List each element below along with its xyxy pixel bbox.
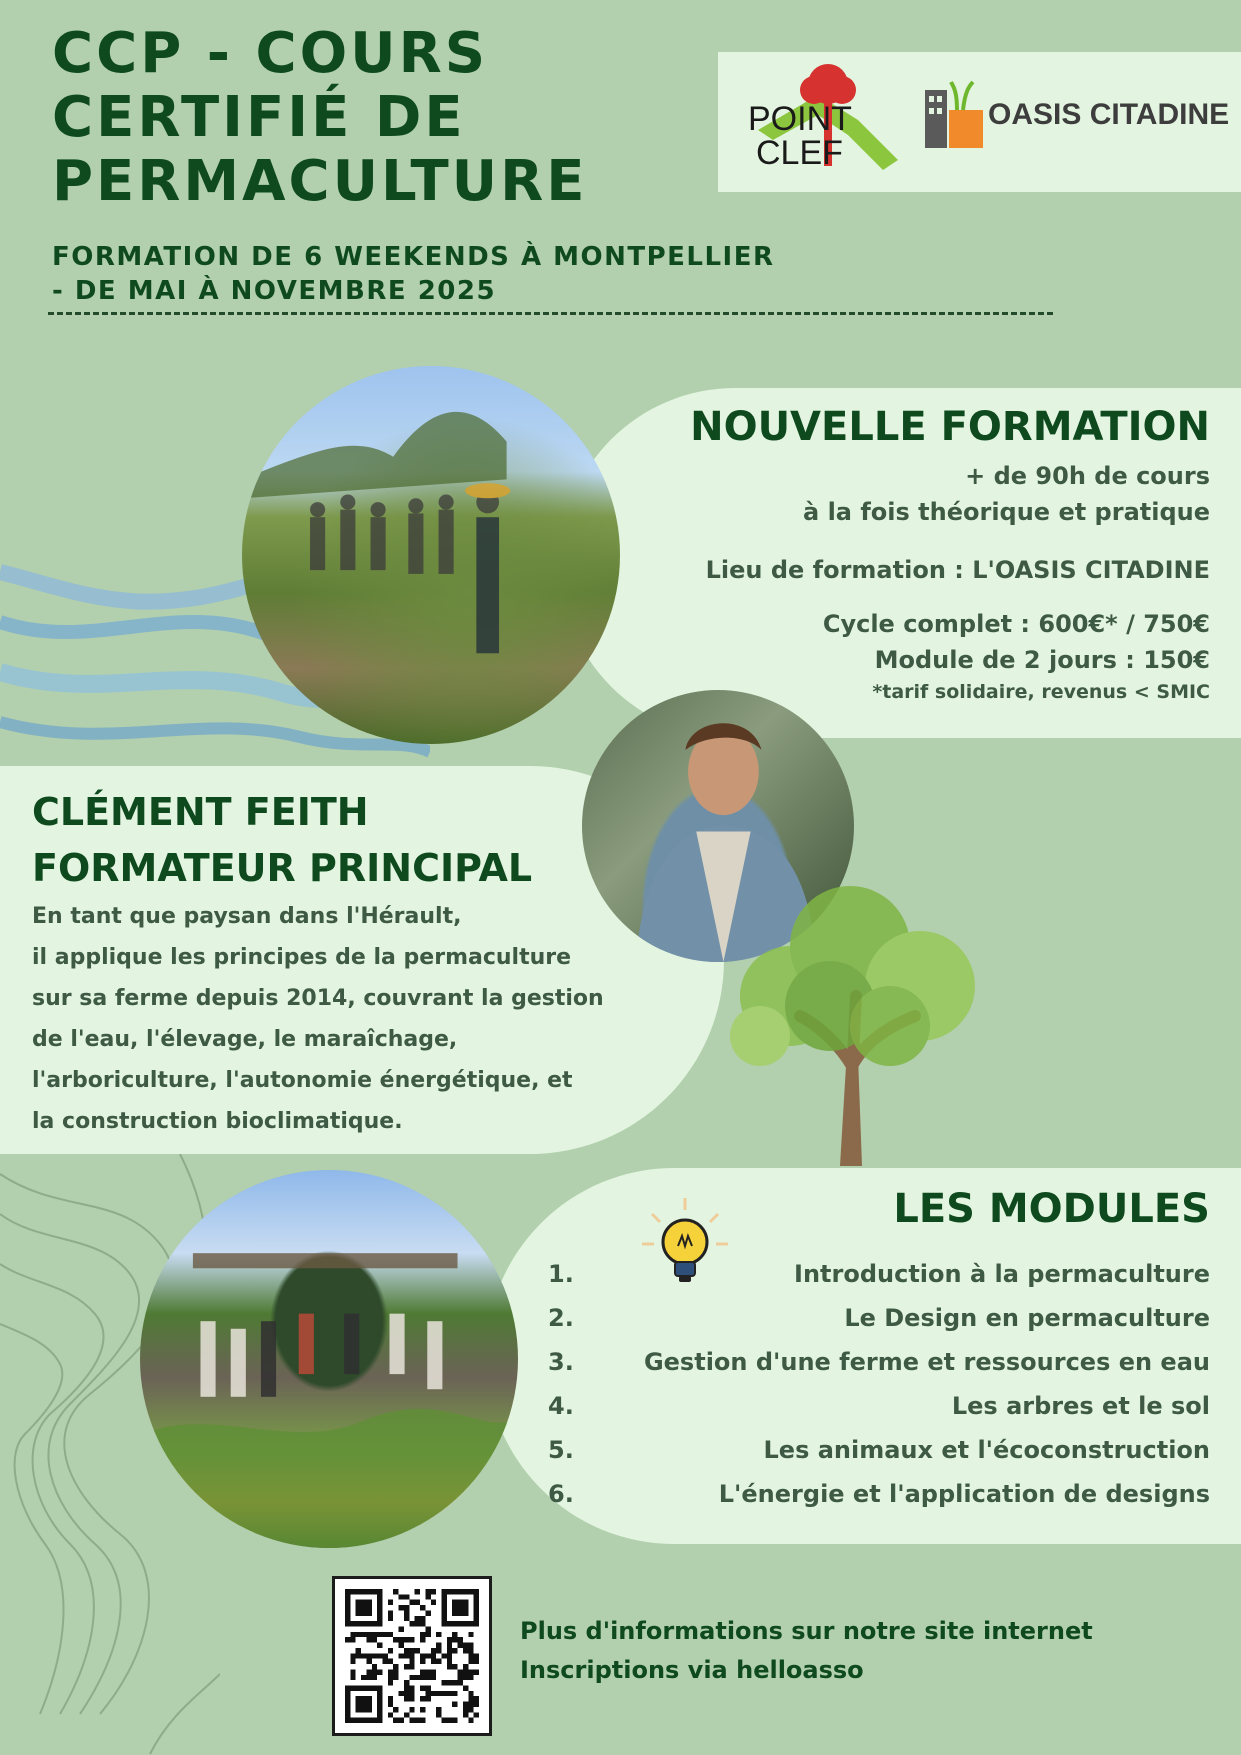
module-label: Le Design en permaculture <box>844 1304 1210 1332</box>
formation-heading: NOUVELLE FORMATION <box>690 404 1210 450</box>
module-number: 1. <box>548 1260 574 1288</box>
title-line: CERTIFIÉ DE <box>52 85 466 150</box>
modules-heading: LES MODULES <box>893 1186 1210 1232</box>
subtitle-line: - DE MAI À NOVEMBRE 2025 <box>52 276 497 306</box>
group-field-photo <box>242 366 620 744</box>
module-label: Gestion d'une ferme et ressources en eau <box>643 1348 1210 1376</box>
module-number: 3. <box>548 1348 574 1376</box>
module-label: Les animaux et l'écoconstruction <box>763 1436 1210 1464</box>
module-number: 4. <box>548 1392 574 1420</box>
garden-people-silhouettes <box>140 1170 518 1548</box>
module-label: L'énergie et l'application de designs <box>718 1480 1210 1508</box>
module-list <box>610 1252 1210 1516</box>
trainer-bio <box>32 896 652 1142</box>
module-label: Introduction à la permaculture <box>794 1260 1210 1288</box>
price-note: *tarif solidaire, revenus < SMIC <box>872 681 1210 703</box>
title-line: PERMACULTURE <box>52 149 588 214</box>
subtitle <box>52 240 852 308</box>
qr-code-pattern <box>345 1589 479 1723</box>
trainer-role: FORMATEUR PRINCIPAL <box>32 846 533 890</box>
formation-hours: + de 90h de cours <box>965 462 1210 490</box>
trainer-heading <box>32 784 592 896</box>
garden-group-photo <box>140 1170 518 1548</box>
footer-registration-line: Inscriptions via helloasso <box>520 1656 864 1684</box>
point-clef-logo-text <box>748 102 852 170</box>
photo-people-silhouettes <box>242 366 620 744</box>
dashed-divider <box>48 312 1053 315</box>
oasis-citadine-logo-text: OASIS CITADINE <box>988 98 1230 131</box>
footer-website-line: Plus d'informations sur notre site internet <box>520 1617 1093 1645</box>
logo-text-line: CLEF <box>756 134 843 172</box>
formation-type: à la fois théorique et pratique <box>803 498 1210 526</box>
tree-illustration <box>720 876 990 1166</box>
bio-line: sur sa ferme depuis 2014, couvrant la gestion <box>32 986 604 1011</box>
oasis-citadine-building-icon <box>923 80 987 150</box>
qr-code[interactable] <box>332 1576 492 1736</box>
bio-line: l'arboriculture, l'autonomie énergétique, et <box>32 1068 573 1093</box>
price-module: Module de 2 jours : 150€ <box>874 646 1210 674</box>
bio-line: il applique les principes de la permaculture <box>32 945 572 970</box>
partner-logos <box>718 52 1241 192</box>
price-full-cycle: Cycle complet : 600€* / 750€ <box>822 610 1210 638</box>
subtitle-line: FORMATION DE 6 WEEKENDS À MONTPELLIER <box>52 242 775 272</box>
logo-text-line: POINT <box>748 100 852 138</box>
formation-details <box>600 458 1210 706</box>
module-numbers <box>548 1252 608 1516</box>
formation-location: Lieu de formation : L'OASIS CITADINE <box>705 556 1210 584</box>
bio-line: En tant que paysan dans l'Hérault, <box>32 904 462 929</box>
module-number: 6. <box>548 1480 574 1508</box>
point-clef-logo <box>748 60 908 184</box>
module-number: 5. <box>548 1436 574 1464</box>
module-number: 2. <box>548 1304 574 1332</box>
trainer-name: CLÉMENT FEITH <box>32 790 369 834</box>
footer-info <box>520 1612 1160 1690</box>
bio-line: de l'eau, l'élevage, le maraîchage, <box>32 1027 458 1052</box>
bio-line: la construction bioclimatique. <box>32 1109 403 1134</box>
module-label: Les arbres et le sol <box>951 1392 1210 1420</box>
page-title <box>52 22 692 214</box>
title-line: CCP - COURS <box>52 21 489 86</box>
